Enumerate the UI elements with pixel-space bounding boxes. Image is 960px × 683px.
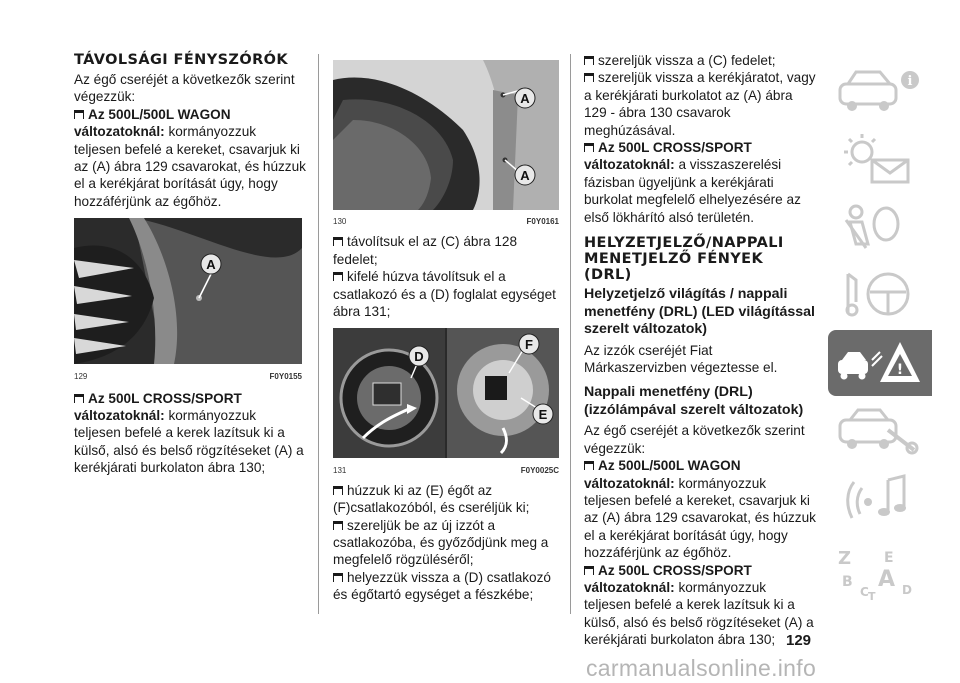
maintenance-icon: [828, 398, 932, 464]
bullet-icon: [584, 566, 594, 575]
bullet-icon: [333, 521, 343, 530]
callout-a: A: [206, 257, 216, 273]
figure-caption: 131 F0Y0025C: [333, 465, 559, 475]
car-info-icon: [828, 58, 932, 124]
breakdown-warning-icon: [828, 330, 932, 396]
callout-e: E: [538, 407, 548, 423]
index-letter-b: B: [842, 574, 853, 590]
tab-index[interactable]: [828, 534, 932, 600]
column-1: [74, 52, 306, 477]
bullet-icon: [74, 110, 84, 119]
index-letter-t: T: [868, 590, 876, 600]
tab-emergency[interactable]: [828, 330, 932, 396]
bullet-cross-sport-refit: Az 500L CROSS/SPORT változatoknál: a visszaszerelési fázisban ügyeljünk a kerékjárati burkolat megfelelő elhelyezésére az első lökhárító alsó területén.: [584, 140, 801, 225]
safety-airbag-icon: [828, 194, 932, 260]
bullet-icon: [584, 461, 594, 470]
bullet-icon: [584, 73, 594, 82]
index-letter-z: Z: [838, 548, 852, 569]
index-letter-d: D: [902, 583, 912, 597]
bullet-refit-connector: helyezzük vissza a (D) csatlakozó és égőtartó egységet a fészkébe;: [333, 569, 551, 603]
svg-text:!: !: [896, 362, 904, 378]
figure-129: [74, 218, 302, 381]
column-divider: [318, 54, 319, 614]
bulb-drl-intro: Az égő cseréjét a következők szerint végezzük:: [584, 423, 805, 456]
bullet-500l-wagon-drl: Az 500L/500L WAGON változatoknál: kormányozzuk teljesen befelé a kereket, csavarjuk ki az (A) ábra 129 csavarokat, és húzzuk el a kerékjárat borítását úgy, hogy hozzáférjünk az égőhöz.: [584, 458, 816, 561]
column-divider: [570, 54, 571, 614]
index-icon: [828, 534, 932, 600]
figure-131: [333, 328, 559, 475]
tab-driving[interactable]: [828, 262, 932, 328]
wheel-arch-image: [74, 218, 302, 364]
multimedia-icon: [828, 466, 932, 532]
callout-a-lower: A: [520, 168, 530, 183]
page-number: 129: [786, 632, 812, 649]
warning-lights-icon: [828, 126, 932, 192]
bullet-500l-cross-sport: Az 500L CROSS/SPORT változatoknál: kormányozzuk teljesen befelé a kerek lazítsuk ki a külső, alsó és belső rögzítéseket (A) a kerékjárati burkolaton ábra 130;: [74, 390, 304, 476]
led-drl-text: Az izzók cseréjét Fiat Márkaszervizben végeztesse el.: [584, 342, 778, 375]
bullet-icon: [333, 573, 343, 582]
column-3: [584, 52, 816, 649]
bullet-refit-cover: szereljük vissza a (C) fedelet;: [584, 52, 816, 69]
bullet-remove-cover: távolítsuk el az (C) ábra 128 fedelet;: [333, 234, 518, 267]
section-heading-high-beam: TÁVOLSÁGI FÉNYSZÓRÓK: [74, 52, 289, 68]
index-letter-a: A: [878, 567, 896, 592]
bullet-pull-bulb: húzzuk ki az (E) égőt az (F)csatlakozóból, és cseréljük ki;: [333, 482, 530, 516]
bulb-socket-image: [333, 328, 559, 458]
bullet-icon: [584, 143, 594, 152]
subheading-led-drl: Helyzetjelző világítás / nappali menetfény (DRL) (LED világítással szerelt változatok): [584, 286, 815, 338]
svg-text:i: i: [907, 74, 913, 89]
tab-car-info[interactable]: [828, 58, 932, 124]
figure-caption: 129 F0Y0155: [74, 371, 302, 381]
driving-steering-icon: [828, 262, 932, 328]
bumper-arch-image: [333, 60, 559, 210]
bullet-500l-cross-sport-drl: Az 500L CROSS/SPORT változatoknál: kormányozzuk teljesen befelé a kerek lazítsuk ki a külső, alsó és belső rögzítéseket (A) a kerékjárati burkolaton ábra 130;: [584, 562, 814, 648]
bullet-icon: [584, 56, 594, 65]
intro-text: Az égő cseréjét a következők szerint végezzük:: [74, 72, 295, 105]
bullet-refit-wheel-arch: szereljük vissza a kerékjáratot, vagy a kerékjárati burkolatot az (A) ábra 129 - ábra 130 csavarok meghúzásával.: [584, 70, 816, 138]
tab-maintenance[interactable]: [828, 398, 932, 464]
figure-130: [333, 60, 559, 227]
bullet-icon: [333, 272, 343, 281]
bullet-icon: [74, 394, 84, 403]
bullet-500l-wagon: Az 500L/500L WAGON változatoknál: kormányozzuk teljesen befelé a kereket, csavarjuk ki az (A) ábra 129 csavarokat, és húzzuk el a kerékjárat borítását úgy, hogy hozzáférjünk az égőhöz.: [74, 106, 306, 209]
watermark: carmanualsonline.info: [586, 655, 817, 681]
column-2: [333, 60, 561, 604]
index-letter-e: E: [884, 550, 894, 566]
tab-safety[interactable]: [828, 194, 932, 260]
index-letter-c: C: [860, 585, 869, 599]
bullet-icon: [333, 486, 343, 495]
figure-caption: 130 F0Y0161: [333, 217, 559, 227]
bullet-icon: [333, 237, 343, 246]
subheading-bulb-drl: Nappali menetfény (DRL) (izzólámpával szerelt változatok): [584, 384, 804, 418]
callout-a-upper: A: [520, 91, 530, 106]
bullet-remove-connector: kifelé húzva távolítsuk el a csatlakozó és a (D) foglalat egységet ábra 131;: [333, 269, 556, 320]
tab-warning-lights[interactable]: [828, 126, 932, 192]
callout-f: F: [525, 337, 533, 353]
callout-d: D: [414, 349, 424, 365]
tab-multimedia[interactable]: [828, 466, 932, 532]
bullet-fit-new-bulb: szereljük be az új izzót a csatlakozóba, és győződjünk meg a megfelelő rögzüléséről;: [333, 517, 549, 568]
section-heading-drl: HELYZETJELZŐ/NAPPALI MENETJELZŐ FÉNYEK (DRL): [584, 235, 784, 284]
